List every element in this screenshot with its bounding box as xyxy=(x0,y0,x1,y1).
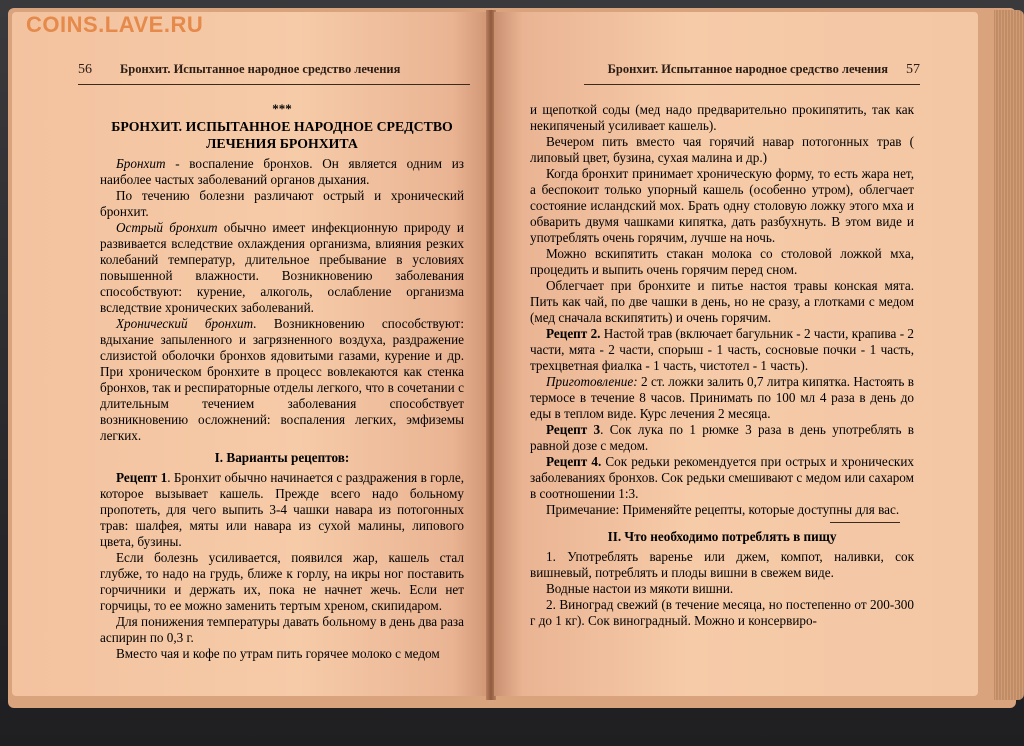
paragraph: Можно вскипятить стакан молока со столовой ложкой мха, процедить и выпить очень горячим перед сном. xyxy=(530,246,914,277)
paragraph-text: Настой трав (включает багульник - 2 части, крапива - 2 части, мята - 2 части, спорыш - 1 часть, сосновые почки - 1 часть, трехцветная фиалка - 1 часть, чистотел - 1 часть). xyxy=(530,326,915,373)
section-title-recipes: I. Варианты рецептов: xyxy=(214,450,350,465)
article-title-line-1: БРОНХИТ. ИСПЫТАННОЕ НАРОДНОЕ СРЕДСТВО xyxy=(111,119,453,134)
paragraph-text: . Сок лука по 1 рюмке 3 раза в день употреблять в равной дозе с медом. xyxy=(530,422,914,453)
article-title-line-2: ЛЕЧЕНИЯ БРОНХИТА xyxy=(206,136,358,151)
paragraph: Примечание: Применяйте рецепты, которые доступны для вас. xyxy=(546,502,900,517)
paragraph-text: обычно имеет инфекционную природу и развивается вследствие охлаждения организма, влияния резких колебаний температур, длительное пребывание в условиях повышенной влажности. Возникновению заболевания способствуют: курение, алкоголь, ослабление организма вследствие хронических заболеваний. xyxy=(100,220,464,315)
paragraph: Когда бронхит принимает хроническую форму, то есть жара нет, а беспокоит только упорный кашель (особенно утром), облегчает состояние исландский мох. Брать одну столовую ложку этого мха и обварить двумя чашками кипятка, дать разбухнуть. В этом виде и употреблять очень горячим, лучше на ночь. xyxy=(530,166,914,245)
watermark: COINS.LAVE.RU xyxy=(26,12,204,37)
term: Острый бронхит xyxy=(116,220,218,235)
right-running-head xyxy=(584,62,920,85)
section-stars: *** xyxy=(272,101,292,116)
page-edges xyxy=(994,10,1024,700)
paragraph xyxy=(530,374,914,422)
divider xyxy=(830,522,900,523)
paragraph-text: 2 ст. ложки залить 0,7 литра кипятка. Настоять в термосе в течение 8 часов. Принимать по 100 мл 4 раза в день до еды в теплом виде. Курс лечения 2 месяца. xyxy=(530,374,914,421)
paragraph: и щепоткой соды (мед надо предварительно прокипятить, так как некипяченый усиливает кашель). xyxy=(530,102,914,133)
paragraph: Вечером пить вместо чая горячий навар потогонных трав ( липовый цвет, бузина, сухая малина и др.) xyxy=(530,134,914,165)
paragraph: 1. Употреблять варенье или джем, компот, наливки, сок вишневый, потреблять и плоды вишни в свежем виде. xyxy=(530,549,914,580)
paragraph xyxy=(530,454,914,502)
term: Хронический бронхит. xyxy=(116,316,257,331)
paragraph-text: Сок редьки рекомендуется при острых и хронических заболеваниях бронхов. Сок редьки смешивают с медом или сахаром в соотношении 1:3. xyxy=(530,454,914,501)
term: Приготовление: xyxy=(546,374,638,389)
right-running-head-text: Бронхит. Испытанное народное средство лечения xyxy=(607,62,888,76)
recipe-label: Рецепт 4. xyxy=(546,454,602,469)
recipe-label: Рецепт 1 xyxy=(116,470,168,485)
paragraph-text: . Бронхит обычно начинается с раздражения в горле, которое вызывает кашель. Прежде всего надо больному пропотеть, для чего выпить 3-4 чашки навара из потогонных трав: шалфея, мяты или навара из сухой малины, липового цвета, бузины. xyxy=(100,470,465,549)
recipe-label: Рецепт 2. xyxy=(546,326,601,341)
paragraph xyxy=(100,220,464,316)
right-text-block xyxy=(530,102,914,629)
paragraph: 2. Виноград свежий (в течение месяца, но постепенно от 200-300 г до 1 кг). Сок виноградный. Можно и консервиро- xyxy=(530,597,914,628)
left-page-number: 56 xyxy=(78,62,92,77)
paragraph xyxy=(530,326,914,374)
left-running-head xyxy=(78,62,470,85)
section-title-food: II. Что необходимо потреблять в пищу xyxy=(607,529,837,544)
paragraph: Облегчает при бронхите и питье настоя травы конская мята. Пить как чай, по две чашки в день, но не сразу, а глотками с медом (мед сначала вскипятить) и очень горячим. xyxy=(530,278,914,325)
left-text-block xyxy=(100,102,464,662)
paragraph-text: Возникновению способствуют: вдыхание запыленного и загрязненного воздуха, раздражение слизистой оболочки бронхов ядовитыми газами, курение и др. При хроническом бронхите в процесс вовлекаются как стенка бронхов, так и респираторные отделы легкого, что в сочетании с длительным течением заболевания способствует возникновению осложнений: воспаления легких, эмфиземы легких. xyxy=(100,316,464,443)
paragraph: Водные настои из мякоти вишни. xyxy=(546,581,734,596)
paragraph xyxy=(530,422,914,454)
paragraph xyxy=(100,156,464,188)
article-title xyxy=(100,118,464,152)
paragraph-text: - воспаление бронхов. Он является одним из наиболее частых заболеваний органов дыхания. xyxy=(100,156,464,187)
recipe-label: Рецепт 3 xyxy=(546,422,601,437)
paragraph: Для понижения температуры давать больному в день два раза аспирин по 0,3 г. xyxy=(100,614,464,645)
right-page-number: 57 xyxy=(906,62,920,77)
left-running-head-text: Бронхит. Испытанное народное средство лечения xyxy=(120,62,401,76)
paragraph xyxy=(100,470,464,550)
paragraph: Если болезнь усиливается, появился жар, кашель стал глубже, то надо на грудь, ближе к горлу, на икры ног поставить горчичники и держать их, пока не начнет жечь. Если нет горчицы, то ее можно заменить тертым хреном, скипидаром. xyxy=(100,550,464,613)
paragraph: Вместо чая и кофе по утрам пить горячее молоко с медом xyxy=(116,646,440,661)
term: Бронхит xyxy=(116,156,166,171)
paragraph xyxy=(100,316,464,444)
paragraph: По течению болезни различают острый и хронический бронхит. xyxy=(100,188,464,219)
